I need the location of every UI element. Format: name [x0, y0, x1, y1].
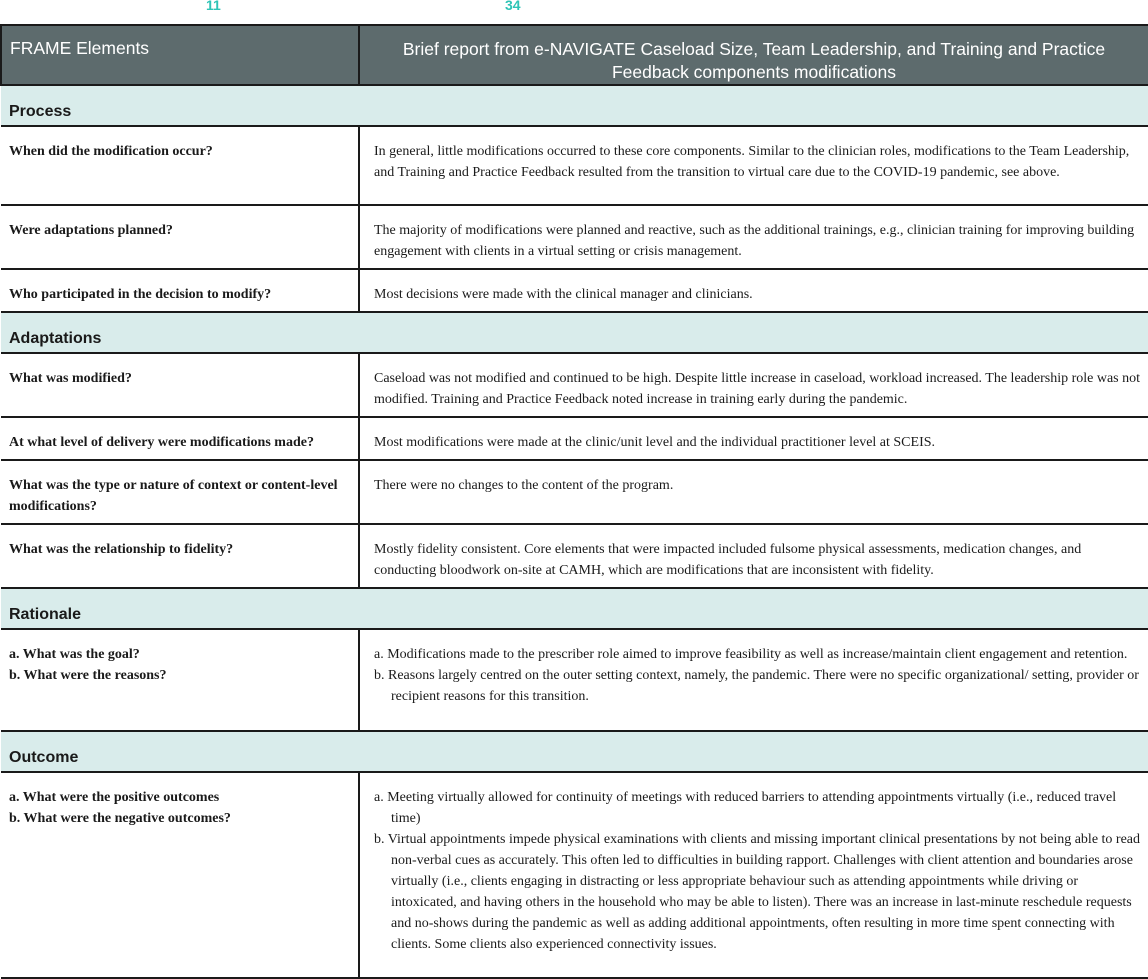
question-cell: Were adaptations planned? — [1, 205, 359, 269]
table-row — [1, 524, 1148, 588]
section-row-rationale — [1, 588, 1148, 629]
question-b: b. What were the reasons? — [9, 668, 167, 683]
table-row — [1, 629, 1148, 731]
answer-cell: The majority of modifications were planned and reactive, such as the additional trainings, e.g., clinician training for improving building engagement with clients in a virtual setting or crisis management. — [359, 205, 1148, 269]
table-row — [1, 772, 1148, 978]
answer-b: b. Virtual appointments impede physical examinations with clients and missing important clinical presentations by not being able to read non-verbal cues as accurately. This often led to difficulties in building rapport. Challenges with client attention and boundaries arose virtually (i.e., clients engaging in distracting or less appropriate behaviour such as attending appointments while driving or intoxicated, and having others in the household who may be able to listen). There was an increase in last-minute reschedule requests and no-shows during the pandemic as well as adding additional appointments, often resulting in more time spent connecting with clients. Some clients also experienced connectivity issues. — [374, 832, 1141, 952]
answer-cell: Caseload was not modified and continued to be high. Despite little increase in caseload, workload increased. The leadership role was not modified. Training and Practice Feedback noted increase in training early during the pandemic. — [359, 353, 1148, 417]
table-row — [1, 353, 1148, 417]
section-title: Adaptations — [1, 312, 1148, 353]
question-cell: What was the relationship to fidelity? — [1, 524, 359, 588]
table-row — [1, 269, 1148, 312]
answer-b: b. Reasons largely centred on the outer setting context, namely, the pandemic. There were no specific organizational/ setting, provider or recipient reasons for this transition. — [374, 668, 1139, 704]
question-a: a. What were the positive outcomes — [9, 790, 220, 805]
question-cell: Who participated in the decision to modify? — [1, 269, 359, 312]
answer-cell: Mostly fidelity consistent. Core elements that were impacted included fulsome physical assessments, medication changes, and conducting bloodwork on-site at CAMH, which are modifications that are inconsistent with fidelity. — [359, 524, 1148, 588]
question-cell — [1, 772, 359, 978]
frame-table — [0, 24, 1148, 979]
section-title: Rationale — [1, 588, 1148, 629]
question-cell: What was the type or nature of context or content-level modifications? — [1, 460, 359, 524]
answer-cell — [359, 629, 1148, 731]
table-header-row — [1, 25, 1148, 85]
section-title: Process — [1, 85, 1148, 126]
answer-cell — [359, 772, 1148, 978]
section-row-outcome — [1, 731, 1148, 772]
section-row-process — [1, 85, 1148, 126]
question-cell: What was modified? — [1, 353, 359, 417]
reference-marker[interactable]: 34 — [505, 0, 521, 13]
answer-cell: In general, little modifications occurred to these core components. Similar to the clinician roles, modifications to the Team Leadership, and Training and Practice Feedback resulted from the transition to virtual care due to the COVID-19 pandemic, see above. — [359, 126, 1148, 205]
answer-cell: There were no changes to the content of the program. — [359, 460, 1148, 524]
question-b: b. What were the negative outcomes? — [9, 811, 231, 826]
question-cell — [1, 629, 359, 731]
table-row — [1, 126, 1148, 205]
reference-marker[interactable]: 11 — [206, 0, 221, 13]
column-header-brief-report: Brief report from e-NAVIGATE Caseload Size, Team Leadership, and Training and Practice Feedback components modifications — [359, 25, 1148, 85]
section-row-adaptations — [1, 312, 1148, 353]
table-row — [1, 417, 1148, 460]
answer-a: a. Meeting virtually allowed for continuity of meetings with reduced barriers to attending appointments virtually (i.e., reduced travel time) — [374, 790, 1117, 826]
question-a: a. What was the goal? — [9, 647, 140, 662]
question-cell: When did the modification occur? — [1, 126, 359, 205]
section-title: Outcome — [1, 731, 1148, 772]
answer-a: a. Modifications made to the prescriber role aimed to improve feasibility as well as increase/maintain client engagement and retention. — [374, 647, 1128, 662]
column-header-frame-elements: FRAME Elements — [1, 25, 359, 85]
table-row — [1, 205, 1148, 269]
answer-cell: Most modifications were made at the clinic/unit level and the individual practitioner level at SCEIS. — [359, 417, 1148, 460]
answer-cell: Most decisions were made with the clinical manager and clinicians. — [359, 269, 1148, 312]
question-cell: At what level of delivery were modifications made? — [1, 417, 359, 460]
table-row — [1, 460, 1148, 524]
